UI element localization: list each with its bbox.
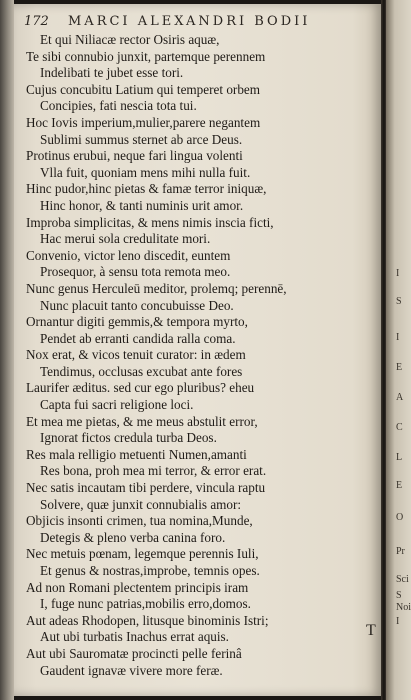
verse-line: Et mea me pietas, & me meus abstulit error, (26, 413, 258, 429)
verse-line: Et genus & nostras,improbe, temnis opes. (40, 563, 260, 578)
verse-line: Aut ubi turbatis Inachus errat aquis. (40, 629, 229, 645)
verse-line: Pendet ab erranti candida ralla coma. (40, 330, 236, 346)
facing-page-letter: E (396, 480, 403, 491)
facing-page-letter: C (396, 422, 403, 433)
signature-mark: T (366, 622, 376, 639)
verse-line: Gaudent ignavæ vivere more feræ. (40, 662, 223, 678)
verse-line: Aut adeas Rhodopen, litusque binominis Istri; (26, 612, 269, 628)
page-edge (0, 0, 14, 700)
facing-page-letter: I (396, 616, 400, 627)
verse-line: Vlla fuit, quoniam mens mihi nulla fuit. (40, 164, 251, 180)
facing-page-letter: S (396, 296, 402, 307)
verse-line: Ornantur digiti gemmis,& tempora myrto, (26, 314, 248, 330)
facing-page-letter: Noi (396, 602, 411, 613)
verse-line: Objicis insonti crimen, tua nomina,Munde, (26, 513, 253, 529)
facing-page-letter: S (396, 590, 402, 601)
facing-page-letter: E (396, 362, 403, 373)
running-title: MARCI ALEXANDRI BODII (68, 14, 311, 29)
verse-line: Nec metuis pœnam, legemque perennis Iuli, (26, 546, 259, 562)
verse-line: Capta fui sacri religione loci. (40, 397, 194, 413)
verse-line: Protinus erubui, neque fari lingua volenti (26, 148, 243, 164)
verse-line: Res bona, proh mea mi terror, & error erat. (40, 463, 267, 479)
verse-line: Solvere, quæ junxit connubialis amor: (40, 496, 242, 512)
verse-line: Nunc placuit tanto concubuisse Deo. (40, 297, 234, 313)
facing-page-letter: I (396, 268, 400, 279)
verse-line: Hoc Iovis imperium,mulier,parere negantem (26, 114, 261, 130)
verse-line: Res mala relligio metuenti Numen,amanti (26, 446, 247, 462)
verse-line: Sublimi summus sternet ab arce Deus. (40, 131, 243, 147)
verse-line: Indelibati te jubet esse tori. (40, 65, 184, 81)
facing-page-letter: I (396, 332, 400, 343)
facing-page-letter: Sci (396, 574, 409, 585)
verse-line: Hinc pudor,hinc pietas & famæ terror iniquæ, (26, 181, 267, 197)
verse-line: Convenio, victor leno discedit, euntem (26, 247, 231, 263)
facing-page-letter: L (396, 452, 403, 463)
verse-line: Ignorat fictos credula turba Deos. (40, 430, 217, 446)
verse-line: Et qui Niliacæ rector Osiris aquæ, (40, 32, 220, 47)
verse-line: Concipies, fati nescia tota tui. (40, 98, 197, 114)
verse-line: Detegis & pleno verba canina foro. (40, 529, 226, 545)
verse-line: Nunc genus Herculeū meditor, prolemq; perennē, (26, 280, 287, 296)
facing-page-letter: Pr (396, 546, 405, 557)
verse-line: Te sibi connubio junxit, partemque perennem (26, 48, 266, 64)
page-number: 172 (24, 14, 49, 29)
verse-line: Tendimus, occlusas excubat ante fores (40, 363, 243, 379)
verse-line: Improba simplicitas, & mens nimis inscia ficti, (26, 214, 274, 230)
verse-line: Cujus concubitu Latium qui temperet orbem (26, 81, 261, 97)
poem-text (26, 32, 346, 679)
verse-line: Hac merui sola credulitate mori. (40, 231, 211, 247)
verse-line: Laurifer æditus. sed cur ego pluribus? eheu (26, 380, 255, 396)
facing-page-letter: A (396, 392, 404, 403)
facing-page-letter: O (396, 512, 404, 523)
verse-line: Nec satis incautam tibi perdere, vincula raptu (26, 480, 266, 496)
verse-line: Hinc honor, & tanti numinis urit amor. (40, 197, 244, 213)
verse-line: Ad non Romani plectentem principis iram (26, 579, 249, 595)
verse-line: Nox erat, & vicos tenuit curator: in ædem (26, 347, 246, 363)
verse-line: Prosequor, à sensu tota remota meo. (40, 264, 231, 280)
verse-line: Aut ubi Sauromatæ procincti pelle ferinâ (26, 645, 242, 661)
verse-line: I, fuge nunc patrias,mobilis erro,domos. (40, 596, 251, 612)
